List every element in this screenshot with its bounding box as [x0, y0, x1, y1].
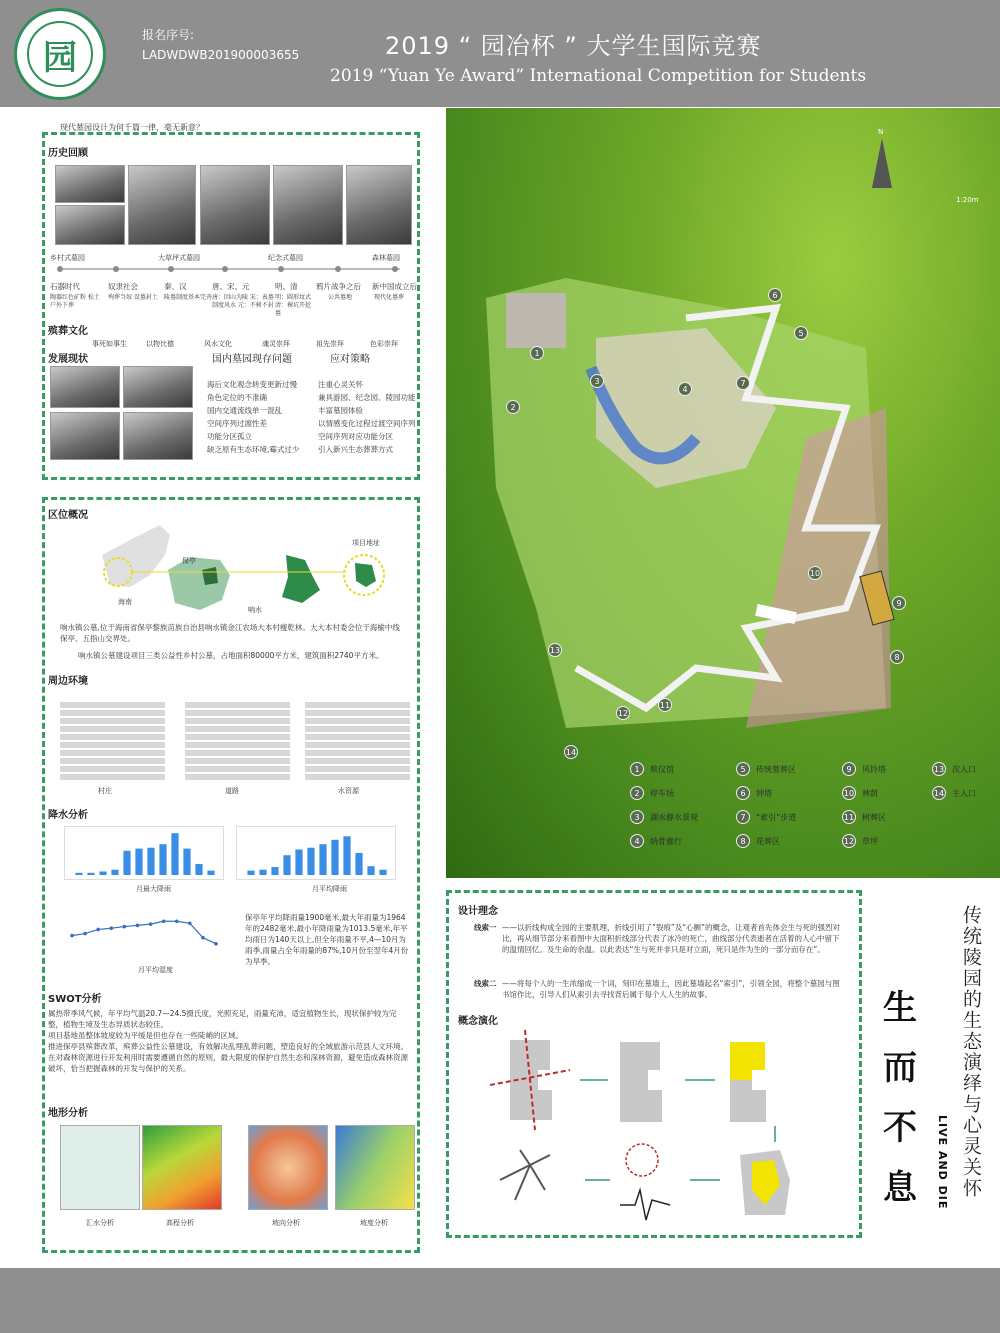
- legend-item: [736, 786, 772, 800]
- legend-number: 2: [630, 786, 644, 800]
- chart-bar: [75, 873, 82, 875]
- xiangshui-outline: [282, 555, 320, 603]
- chart-humidity: [64, 905, 224, 960]
- legend-label: 草坪: [862, 836, 878, 846]
- timeline-label-2: 奴隶社会: [108, 282, 138, 291]
- timeline-dot: [278, 266, 284, 272]
- surround-map-road: [185, 700, 290, 780]
- chart-bar: [331, 840, 338, 875]
- location-title: 区位概况: [48, 510, 88, 521]
- plan-marker-3: 3: [590, 374, 604, 388]
- era-label-1: 乡村式墓园: [50, 254, 85, 262]
- status-photo-1: [50, 366, 120, 408]
- chart-bar: [355, 853, 362, 875]
- legend-label: 传统墓葬区: [756, 764, 796, 774]
- problem-item: 角色定位的不准确: [207, 393, 267, 402]
- terrain-aspect-map: [248, 1125, 328, 1210]
- line1-label: 线索一: [474, 923, 497, 932]
- legend-item: [842, 810, 886, 824]
- surround-title: 周边环境: [48, 676, 88, 687]
- line2-label: 线索二: [474, 979, 497, 988]
- terrain-elevation-map: [142, 1125, 222, 1210]
- scale-label: 1:20m: [956, 196, 979, 204]
- timeline-dot: [57, 266, 63, 272]
- chart-bar: [367, 866, 374, 875]
- terrain-label: 坡度分析: [360, 1219, 388, 1227]
- chart1-label: 月最大降雨: [136, 885, 171, 893]
- loc-label-site: 项目地址: [352, 539, 380, 547]
- timeline-label-4: 唐、宋、元: [212, 282, 250, 291]
- chart-bar: [87, 873, 94, 875]
- culture-item: 风水文化: [204, 340, 232, 348]
- master-plan-map: [446, 108, 1000, 878]
- chart-line: [72, 921, 216, 944]
- hainan-outline: [168, 557, 230, 610]
- terrain-label: 坡向分析: [272, 1219, 300, 1227]
- registration-number: LADWDWB201900003655: [142, 48, 300, 62]
- chart-bar: [247, 871, 254, 875]
- timeline-note-4: 唐：因山为陵 宋：表墓制度风水 元：不树不封: [212, 294, 274, 309]
- swot-line: 在对森林资源进行开发利用时需要遵循自然的原则，最大限度的保护自然生态和深林资源，避免造成森林资源破坏，恰当把握森林的开发与保护的关系。: [48, 1053, 408, 1073]
- legend-item: [630, 810, 698, 824]
- surround-map-village: [60, 700, 165, 780]
- legend-number: 4: [630, 834, 644, 848]
- legend-item: [932, 786, 976, 800]
- legend-label: “索引”步道: [756, 812, 797, 822]
- chart-bar: [259, 870, 266, 875]
- chart-bar: [343, 836, 350, 875]
- legend-label: 停车场: [650, 788, 674, 798]
- chart3-label: 月平均湿度: [138, 966, 173, 974]
- chart-bar: [147, 848, 154, 875]
- timeline-label-7: 新中国成立后: [372, 282, 417, 291]
- surround-map-water: [305, 700, 410, 780]
- plan-marker-5: 5: [794, 326, 808, 340]
- problem-item: 缺乏原有生态环境,霉式过少: [207, 445, 300, 454]
- legend-item: [842, 834, 878, 848]
- chart-bar: [271, 867, 278, 875]
- status-title: 发展现状: [48, 354, 88, 365]
- chart-bar: [171, 833, 178, 875]
- legend-item: [842, 762, 886, 776]
- legend-number: 9: [842, 762, 856, 776]
- swot-line: 项目基地虽整体坡度较为平缓是但也存在一些陡峭的区域。: [48, 1031, 243, 1040]
- plan-marker-12: 12: [616, 706, 630, 720]
- logo-mark: 园: [27, 21, 93, 87]
- header-bar: [0, 0, 1000, 107]
- chart-point: [109, 926, 113, 930]
- chart-point: [96, 928, 100, 932]
- chart-point: [136, 924, 140, 928]
- plan-marker-13: 13: [548, 643, 562, 657]
- plan-marker-6: 6: [768, 288, 782, 302]
- chart-bar: [307, 848, 314, 875]
- status-photo-3: [50, 412, 120, 460]
- rain-title: 降水分析: [48, 810, 88, 821]
- plan-marker-7: 7: [736, 376, 750, 390]
- chart-bar: [195, 864, 202, 875]
- legend-item: [736, 810, 796, 824]
- chart-point: [70, 934, 74, 938]
- swot-line: 属热带季风气候，年平均气温20.7—24.5摄氏度，光照充足，雨量充沛，适宜植物生长，现状保护较为完整，植物生境及生态异质状态较佳。: [48, 1009, 397, 1029]
- culture-item: 魂灵崇拜: [262, 340, 290, 348]
- line2-text: ——将每个人的一生浓缩成一个词，刻印在墓墙上，因此墓墙起名“索引”，引领全园，将整个墓园与图书馆作比，引导人们从索引去寻找背后属于每个人人生的故事。: [502, 979, 840, 999]
- chart-bar: [183, 849, 190, 875]
- legend-label: 花葬区: [756, 836, 780, 846]
- timeline-note-6: 公共墓地: [328, 294, 353, 301]
- plan-marker-11: 11: [658, 698, 672, 712]
- legend-number: 6: [736, 786, 750, 800]
- detail-circle: [626, 1144, 658, 1176]
- history-photo-2: [55, 205, 125, 245]
- legend-item: [630, 786, 674, 800]
- plan-marker-9: 9: [892, 596, 906, 610]
- legend-item: [630, 834, 682, 848]
- chart-point: [214, 942, 218, 946]
- strategy-title: 应对策略: [330, 354, 370, 365]
- site-plan-drawing: [446, 108, 1000, 878]
- surround-label: 道路: [225, 787, 239, 795]
- strategy-item: 兼具游园、纪念园、陵园功能: [318, 393, 416, 402]
- timeline-dot: [222, 266, 228, 272]
- strategy-item: 引入新兴生态葬葬方式: [318, 445, 393, 454]
- timeline-dot: [392, 266, 398, 272]
- line1-text: ——以折线构成全园的主要肌理，折线引用了“裂痕”及“心颤”的概念，让观者首先体会生与死的强烈对比，再从细节部分来看图中大面积折线部分代表了冰冷的死亡，曲线部分代表逝者在活着的人心中留下的温情回忆。及生命的余温。以此表达“生与死并非只是对立面，死只是作为生的一部分而存在”。: [502, 923, 841, 954]
- problems-list: [207, 378, 327, 456]
- history-title: 历史回顾: [48, 148, 88, 159]
- legend-label: 殡仪馆: [650, 764, 674, 774]
- strategy-item: 以情感变化过程过渡空间序列: [318, 419, 416, 428]
- culture-item: 以物比德: [146, 340, 174, 348]
- terrain-label: 汇水分析: [86, 1219, 114, 1227]
- legend-number: 1: [630, 762, 644, 776]
- strategy-item: 丰富墓园体验: [318, 406, 363, 415]
- chart-bar: [99, 871, 106, 875]
- north-arrow: [872, 138, 892, 188]
- history-photo-5: [273, 165, 343, 245]
- history-photo-3: [128, 165, 196, 245]
- chart-bar: [207, 871, 214, 875]
- compass-label: N: [878, 128, 884, 136]
- title-chinese: 2019 “ 园冶杯 ” 大学生国际竞赛: [385, 32, 762, 60]
- plan-marker-1: 1: [530, 346, 544, 360]
- legend-item: [630, 762, 674, 776]
- legend-item: [736, 834, 780, 848]
- culture-item: 事死如事生: [92, 340, 127, 348]
- problems-title: 国内墓园现存问题: [212, 354, 292, 365]
- status-photo-2: [123, 366, 193, 408]
- legend-item: [736, 762, 796, 776]
- location-text-1: 响水镇公墓,位于海南省保亭黎族苗族自治县响水镇金江农场大本村瘦乾林。大大本村委会位于海榆中线保亭、五指山交界处。: [60, 623, 400, 643]
- loc-label-xiangshui: 响水: [248, 606, 262, 614]
- evolution-highlight: [730, 1042, 765, 1080]
- chart2-label: 月平均降雨: [312, 885, 347, 893]
- legend-number: 13: [932, 762, 946, 776]
- timeline-label-6: 鸦片战争之后: [316, 282, 361, 291]
- legend-label: 风铃塔: [862, 764, 886, 774]
- evolution-title: 概念演化: [458, 1016, 498, 1027]
- legend-number: 7: [736, 810, 750, 824]
- swot-list: [48, 1008, 410, 1074]
- terrain-title: 地形分析: [48, 1108, 88, 1119]
- rain-text: 保亭年平均降雨量1900毫米,最大年雨量为1964年的2482毫米,最小年降雨量为1013.5毫米,年平均雨日为140天以上,但全年雨量不平,4—10月为雨季,雨量占全年雨量的87%,10月份至翌年4月份为旱季。: [245, 913, 409, 966]
- plan-marker-4: 4: [678, 382, 692, 396]
- crack-sketch: [500, 1150, 550, 1200]
- strategy-item: 注重心灵关怀: [318, 380, 363, 389]
- chart-point: [175, 919, 179, 923]
- legend-item: [842, 786, 878, 800]
- timeline-note-2: 殉葬当奴 设墓封土: [108, 294, 158, 301]
- site-outline: [355, 563, 376, 587]
- problem-item: 功能分区孤立: [207, 432, 252, 441]
- plan-marker-10: 10: [808, 566, 822, 580]
- timeline-note-5: 明：圆形坟式 清：裸坑开挖墓: [275, 294, 312, 317]
- problem-item: 空间序列过渡性差: [207, 419, 267, 428]
- slogan-english: LIVE AND DIE: [936, 1115, 949, 1210]
- history-photo-1: [55, 165, 125, 203]
- terrain-catchment-map: [60, 1125, 140, 1210]
- legend-label: 纳骨廊行: [650, 836, 682, 846]
- legend-label: 主入口: [952, 788, 976, 798]
- problem-item: 海后文化观念转变更新过慢: [207, 380, 297, 389]
- culture-item: 祖先崇拜: [316, 340, 344, 348]
- slogan-char: 而: [883, 1048, 917, 1088]
- funeral-hall: [506, 293, 566, 348]
- chart-point: [188, 922, 192, 926]
- slogan-char: 生: [883, 988, 917, 1028]
- culture-item: 色彩崇拜: [370, 340, 398, 348]
- legend-number: 14: [932, 786, 946, 800]
- loc-label-hainan: 海南: [118, 598, 132, 606]
- history-photo-6: [346, 165, 412, 245]
- legend-item: [932, 762, 976, 776]
- timeline-note-1: 陶器红色矿粉 松土户外下葬: [50, 294, 100, 309]
- legend-label: 树葬区: [862, 812, 886, 822]
- surround-label: 水资源: [338, 787, 359, 795]
- timeline-dot: [168, 266, 174, 272]
- chart-point: [83, 932, 87, 936]
- timeline-label-3: 秦、汉: [164, 282, 187, 291]
- swot-line: 推进保亭县殡葬改革，殡葬公益性公墓建设，有效解决乱埋乱葬问题，塑造良好的全域旅游示范县人文环境。: [48, 1042, 408, 1051]
- concept-evolution-diagram: [490, 1030, 830, 1230]
- plan-marker-14: 14: [564, 745, 578, 759]
- problem-item: 国内交通流线单一混乱: [207, 406, 282, 415]
- chart-bar: [319, 844, 326, 875]
- plan-marker-8: 8: [890, 650, 904, 664]
- china-outline: [102, 525, 170, 587]
- concept-title: 设计理念: [458, 906, 498, 917]
- terrain-label: 高程分析: [166, 1219, 194, 1227]
- plan-marker-2: 2: [506, 400, 520, 414]
- legend-number: 11: [842, 810, 856, 824]
- legend-number: 10: [842, 786, 856, 800]
- chart-bar: [135, 849, 142, 875]
- chart-point: [201, 936, 205, 940]
- era-label-2: 大草坪式墓园: [158, 254, 200, 262]
- location-text-2: 响水镇公墓建设项目三类公益性乡村公墓，占地面积80000平方米，建筑面积2740平方米。: [78, 651, 384, 660]
- timeline-label-1: 石器时代: [50, 282, 80, 291]
- chart-bar: [295, 849, 302, 875]
- competition-logo: [14, 8, 106, 100]
- slogan-char: 息: [883, 1168, 917, 1208]
- terrain-slope-map: [335, 1125, 415, 1210]
- footer-bar: [0, 1268, 1000, 1333]
- registration-label: 报名序号:: [142, 28, 195, 42]
- legend-label: 钟塔: [756, 788, 772, 798]
- era-label-3: 纪念式墓园: [268, 254, 303, 262]
- chart-point: [162, 919, 166, 923]
- chart-point: [123, 925, 127, 929]
- surround-label: 村庄: [98, 787, 112, 795]
- legend-label: 湖水静水景观: [650, 812, 698, 822]
- legend-label: 次入口: [952, 764, 976, 774]
- slogan-char: 不: [883, 1108, 917, 1148]
- chart-bar: [159, 844, 166, 875]
- chart-avg-rain: [236, 826, 396, 880]
- timeline-note-7: 现代化墓葬: [374, 294, 405, 301]
- heartbeat-line: [620, 1190, 670, 1220]
- history-photo-4: [200, 165, 270, 245]
- chart-bar: [111, 870, 118, 875]
- legend-number: 8: [736, 834, 750, 848]
- chart-bar: [283, 855, 290, 875]
- status-photo-4: [123, 412, 193, 460]
- slogan-subtitle: 传统陵园的生态演绎与心灵关怀: [960, 905, 982, 1199]
- timeline-line: [60, 268, 400, 270]
- legend-number: 3: [630, 810, 644, 824]
- legend-number: 5: [736, 762, 750, 776]
- timeline-label-5: 明、清: [275, 282, 298, 291]
- chart-max-rain: [64, 826, 224, 880]
- era-label-4: 森林墓园: [372, 254, 400, 262]
- loc-label-baoting: 保亭: [182, 557, 196, 565]
- strategy-list: [318, 378, 418, 456]
- swot-title: SWOT分析: [48, 994, 102, 1005]
- chart-bar: [379, 870, 386, 875]
- timeline-dot: [335, 266, 341, 272]
- chart-point: [149, 922, 153, 926]
- culture-title: 殡葬文化: [48, 326, 88, 337]
- legend-label: 林荫: [862, 788, 878, 798]
- title-english: 2019 “Yuan Ye Award” International Competition for Students: [330, 66, 867, 86]
- strategy-item: 空间序列对应功能分区: [318, 432, 393, 441]
- timeline-note-3: 陵墓制度基本完善: [164, 294, 213, 301]
- legend-number: 12: [842, 834, 856, 848]
- evolution-shape-2: [620, 1042, 662, 1122]
- chart-bar: [123, 851, 130, 875]
- question-text: 现代墓园设计为何千篇一律，毫无新意？: [60, 123, 204, 132]
- timeline-dot: [113, 266, 119, 272]
